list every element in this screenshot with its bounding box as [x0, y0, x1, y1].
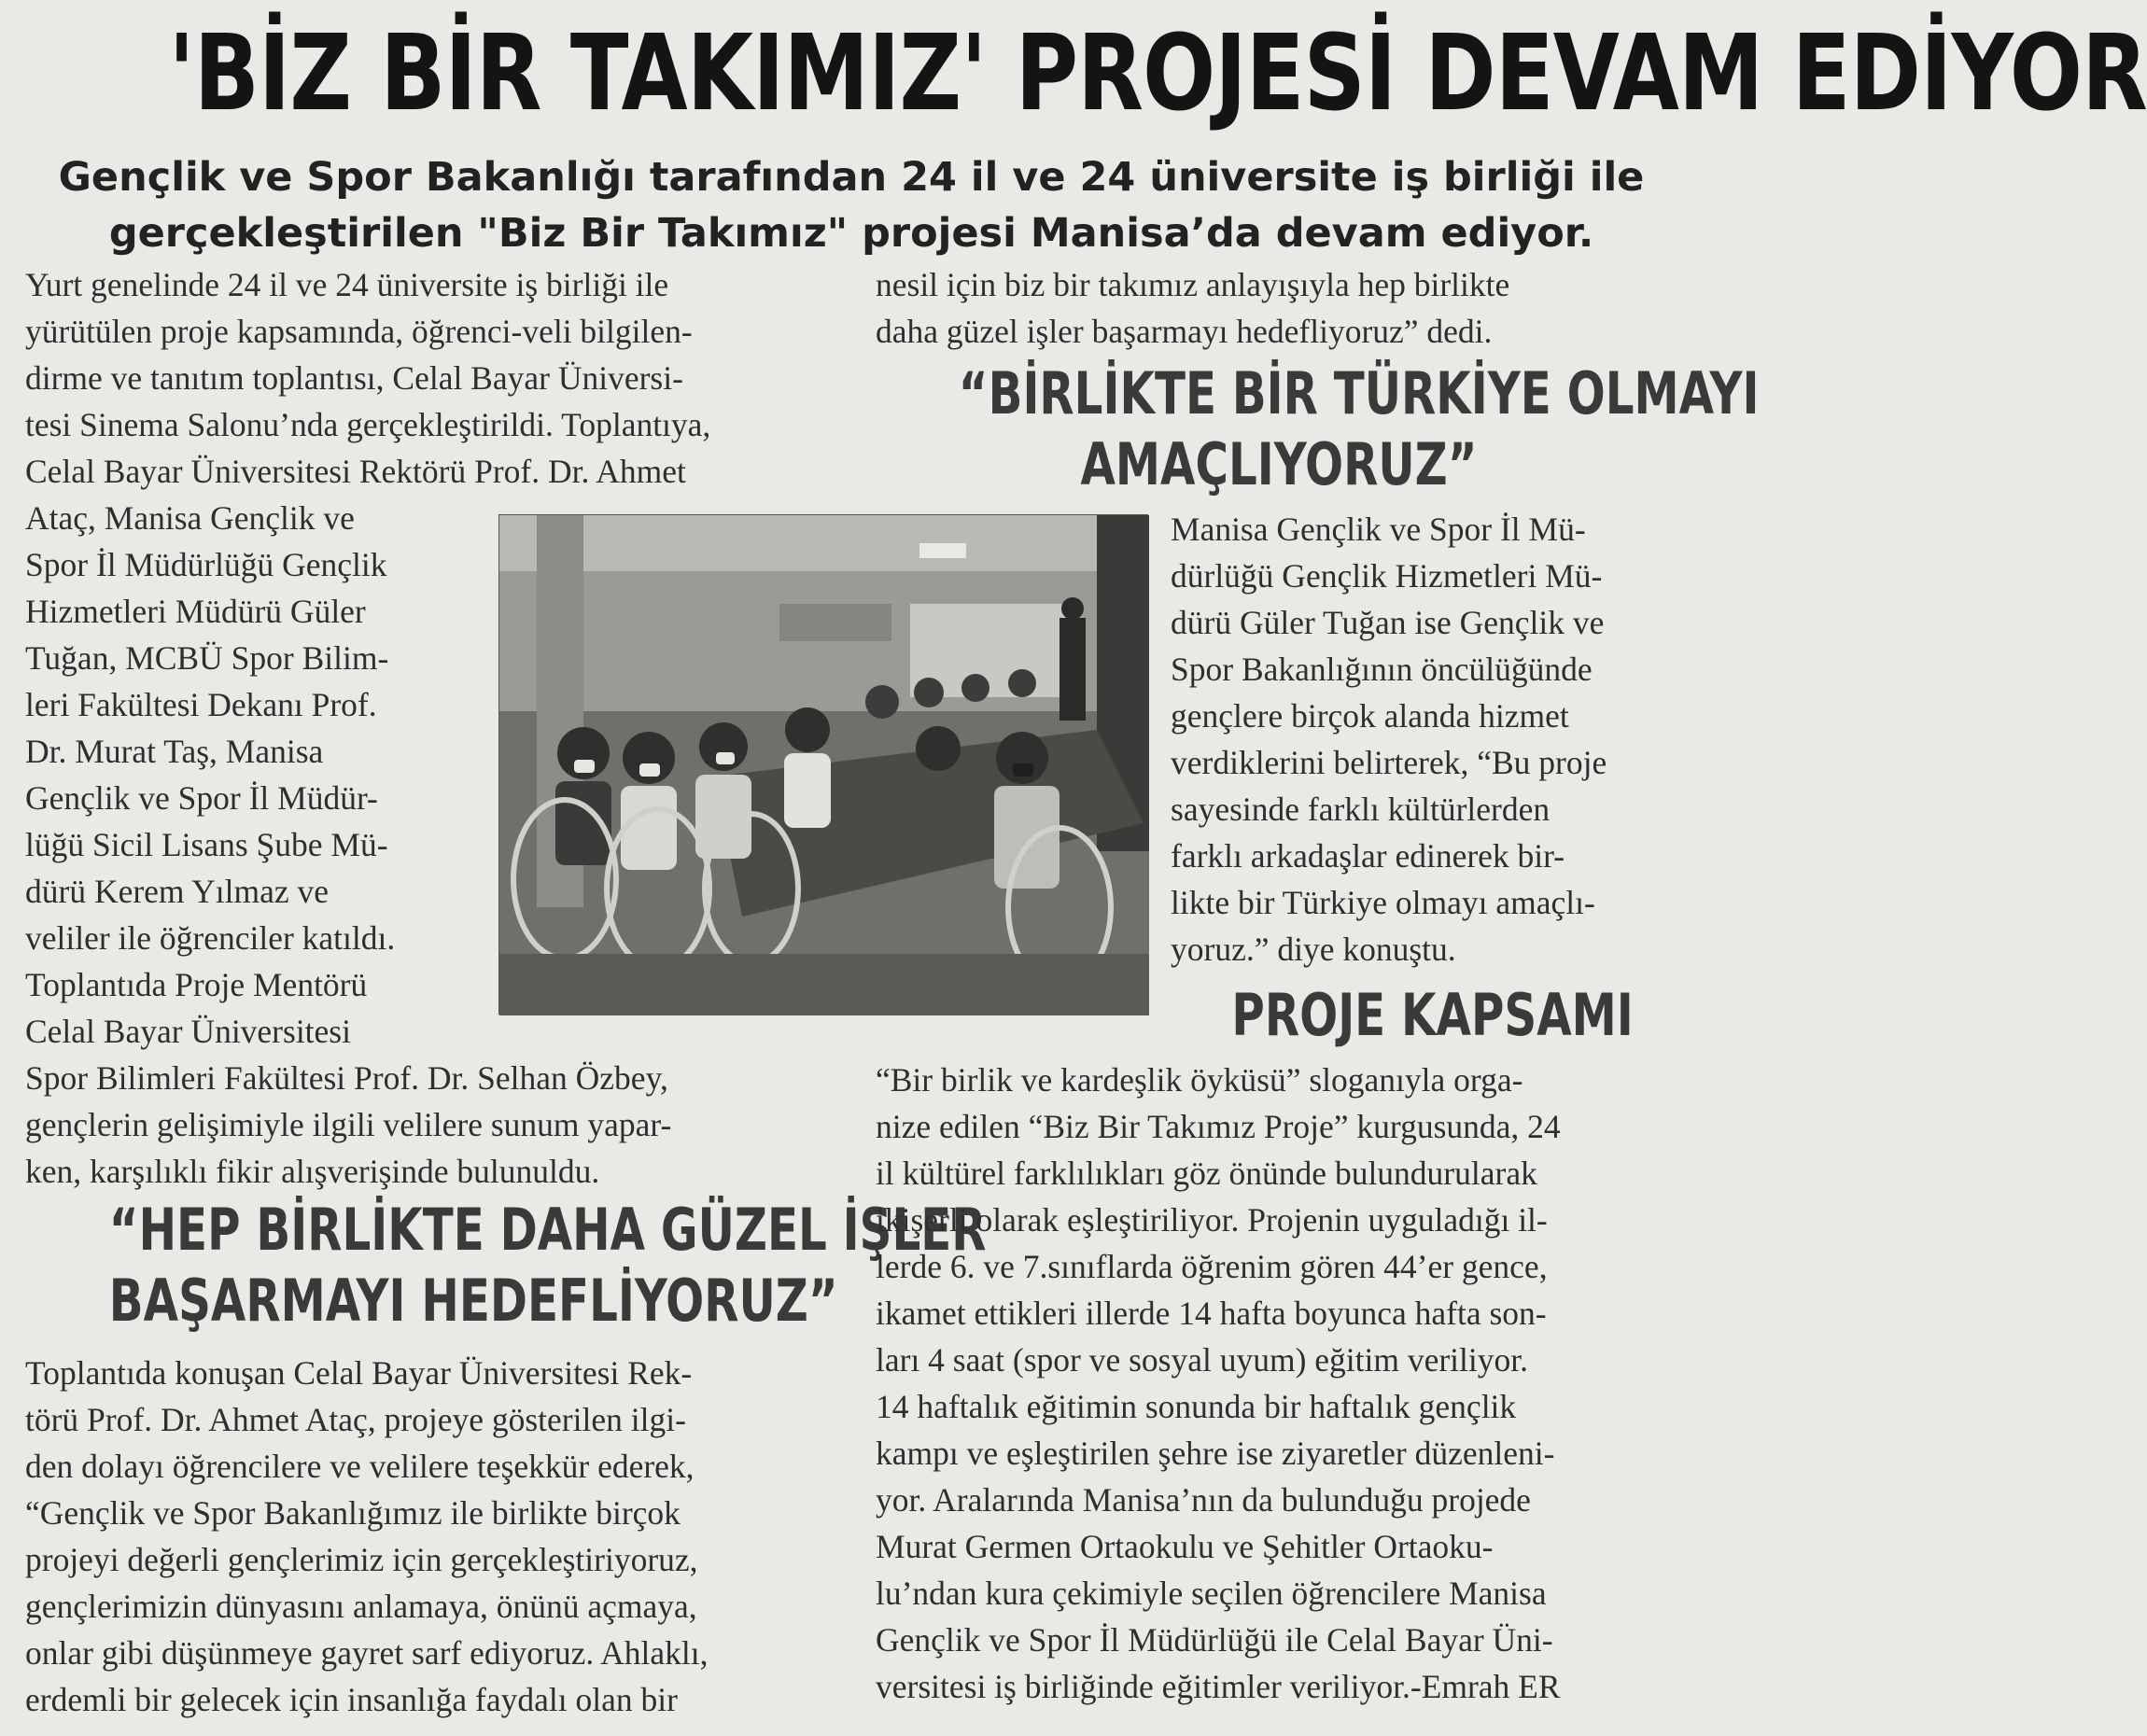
deck-line: gerçekleştirilen "Biz Bir Takımız" projesi Manisa’da devam ediyor. [108, 210, 1594, 257]
text-line: lüğü Sicil Lisans Şube Mü- [25, 826, 388, 863]
text-line: Tuğan, MCBÜ Spor Bilim- [25, 639, 389, 677]
text-line: ikamet ettikleri illerde 14 hafta boyunca hafta son- [876, 1295, 1547, 1332]
text-line: Spor İl Müdürlüğü Gençlik [25, 546, 387, 583]
text-line: kampı ve eşleştirilen şehre ise ziyaretler düzenleni- [876, 1435, 1555, 1472]
text-line: dürlüğü Gençlik Hizmetleri Mü- [1171, 557, 1603, 595]
article-photo [498, 514, 1148, 1015]
text-line: yor. Aralarında Manisa’nın da bulunduğu projede [876, 1481, 1531, 1519]
text-line: ikişerli olarak eşleştiriliyor. Projenin uyguladığı il- [876, 1201, 1548, 1239]
text-line: erdemli bir gelecek için insanlığa faydalı olan bir [25, 1681, 678, 1718]
text-line: likte bir Türkiye olmayı amaçlı- [1171, 884, 1595, 921]
article-deck [37, 149, 1665, 261]
subhead-line: “HEP BİRLİKTE DAHA GÜZEL İŞLER [108, 1196, 987, 1264]
subhead-line: “BİRLİKTE BİR TÜRKİYE OLMAYI [958, 359, 1760, 427]
text-line: sayesinde farklı kültürlerden [1171, 791, 1551, 828]
col2-bottom-paragraph [876, 1057, 1693, 1710]
text-line: törü Prof. Dr. Ahmet Ataç, projeye gösterilen ilgi- [25, 1401, 686, 1438]
text-line: projeyi değerli gençlerimiz için gerçekleştiriyoruz, [25, 1541, 698, 1578]
text-line: tesi Sinema Salonu’nda gerçekleştirildi. Toplantıya, [25, 406, 711, 443]
col1-bottom-paragraph [25, 1350, 847, 1723]
text-line: yürütülen proje kapsamında, öğrenci-veli bilgilen- [25, 313, 693, 350]
text-line: Gençlik ve Spor İl Müdürlüğü ile Celal Bayar Üni- [876, 1621, 1553, 1659]
subhead-line: BAŞARMAYI HEDEFLİYORUZ” [108, 1267, 838, 1335]
text-line: Gençlik ve Spor İl Müdür- [25, 779, 378, 817]
text-line: Murat Germen Ortaokulu ve Şehitler Ortaoku- [876, 1528, 1494, 1565]
text-line: versitesi iş birliğinde eğitimler veriliyor.-Emrah ER [876, 1668, 1561, 1705]
col1-after-paragraph [25, 1055, 847, 1195]
text-line: Hizmetleri Müdürü Güler [25, 593, 366, 630]
article-headline: 'BİZ BİR TAKIMIZ' PROJESİ DEVAM EDİYOR [168, 13, 2147, 134]
text-line: ları 4 saat (spor ve sosyal uyum) eğitim veriliyor. [876, 1341, 1529, 1379]
text-line: 14 haftalık eğitimin sonunda bir haftalık gençlik [876, 1388, 1517, 1425]
text-line: nesil için biz bir takımız anlayışıyla hep birlikte [876, 266, 1510, 303]
subhead-hep-birlikte [108, 1195, 987, 1337]
text-line: dirme ve tanıtım toplantısı, Celal Bayar Üniversi- [25, 359, 683, 397]
col2-top-paragraph [876, 261, 1678, 355]
subhead-birlikte-turkiye [958, 358, 1760, 500]
text-line: Toplantıda konuşan Celal Bayar Üniversitesi Rek- [25, 1354, 693, 1392]
text-line: Celal Bayar Üniversitesi Rektörü Prof. Dr. Ahmet [25, 453, 686, 490]
text-line: leri Fakültesi Dekanı Prof. [25, 686, 377, 723]
text-line: “Gençlik ve Spor Bakanlığımız ile birlikte birçok [25, 1494, 681, 1532]
text-line: Ataç, Manisa Gençlik ve [25, 499, 355, 537]
text-line: nize edilen “Biz Bir Takımız Proje” kurgusunda, 24 [876, 1108, 1561, 1145]
text-line: daha güzel işler başarmayı hedefliyoruz” dedi. [876, 313, 1493, 350]
col1-narrow-paragraph [25, 495, 492, 1055]
col2-narrow-paragraph [1171, 506, 1693, 973]
deck-line: Gençlik ve Spor Bakanlığı tarafından 24 il ve 24 üniversite iş birliği ile [58, 154, 1645, 201]
text-line: Dr. Murat Taş, Manisa [25, 733, 324, 770]
text-line: verdiklerini belirterek, “Bu proje [1171, 744, 1607, 781]
text-line: lerde 6. ve 7.sınıflarda öğrenim gören 44’er gence, [876, 1248, 1548, 1285]
meeting-photo-illustration [499, 515, 1149, 1015]
text-line: il kültürel farklılıkları göz önünde bulundurularak [876, 1155, 1537, 1192]
text-line: Spor Bakanlığının öncülüğünde [1171, 651, 1593, 688]
text-line: gençlerimizin dünyasını anlamaya, önünü açmaya, [25, 1588, 697, 1625]
text-line: Manisa Gençlik ve Spor İl Mü- [1171, 511, 1586, 548]
text-line: dürü Kerem Yılmaz ve [25, 873, 329, 910]
text-line: den dolayı öğrencilere ve velilere teşekkür ederek, [25, 1448, 695, 1485]
text-line: Celal Bayar Üniversitesi [25, 1013, 351, 1050]
text-line: veliler ile öğrenciler katıldı. [25, 919, 396, 957]
text-line: gençlere birçok alanda hizmet [1171, 697, 1569, 735]
text-line: dürü Güler Tuğan ise Gençlik ve [1171, 604, 1605, 641]
text-line: ken, karşılıklı fikir alışverişinde bulunuldu. [25, 1153, 600, 1190]
text-line: lu’ndan kura çekimiyle seçilen öğrencilere Manisa [876, 1575, 1547, 1612]
subhead-proje-kapsami [1231, 980, 1634, 1051]
text-line: yoruz.” diye konuştu. [1171, 931, 1456, 968]
col1-intro-paragraph [25, 261, 847, 495]
text-line: “Bir birlik ve kardeşlik öyküsü” sloganıyla orga- [876, 1061, 1523, 1099]
subhead-line: PROJE KAPSAMI [1231, 981, 1634, 1049]
text-line: gençlerin gelişimiyle ilgili velilere sunum yapar- [25, 1106, 672, 1143]
text-line: farklı arkadaşlar edinerek bir- [1171, 837, 1565, 875]
text-line: Yurt genelinde 24 il ve 24 üniversite iş birliği ile [25, 266, 669, 303]
subhead-line: AMAÇLIYORUZ” [1080, 430, 1478, 498]
text-line: Toplantıda Proje Mentörü [25, 966, 368, 1003]
text-line: onlar gibi düşünmeye gayret sarf ediyoruz. Ahlaklı, [25, 1634, 709, 1672]
text-line: Spor Bilimleri Fakültesi Prof. Dr. Selhan Özbey, [25, 1059, 668, 1097]
